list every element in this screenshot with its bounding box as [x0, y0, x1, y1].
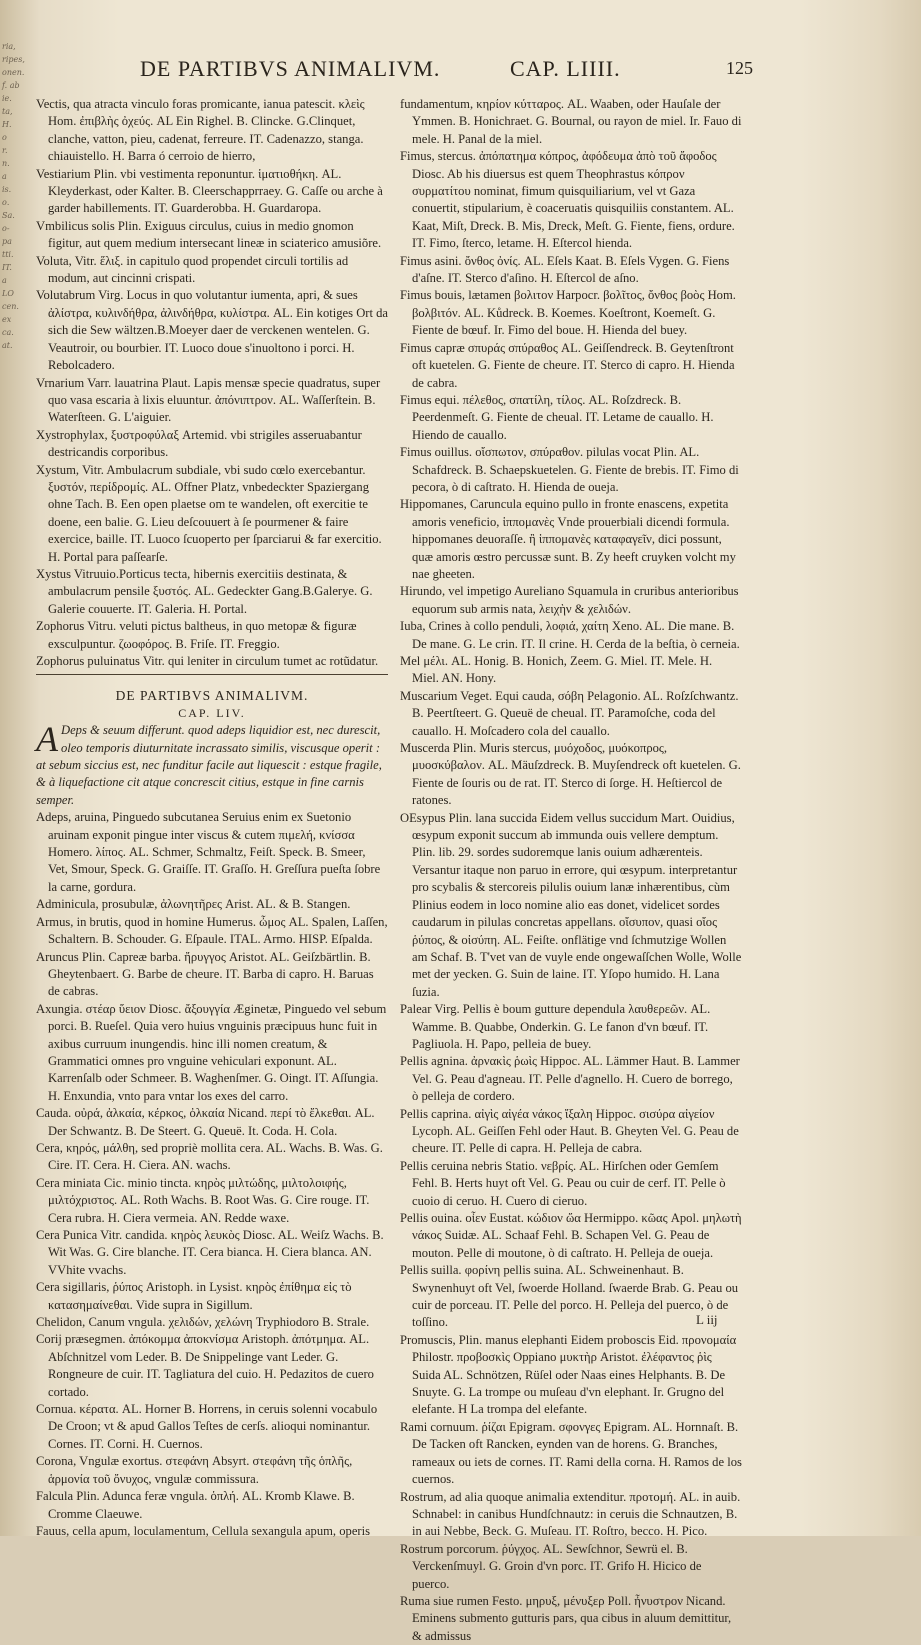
dictionary-entry: Fauus, cella apum, loculamentum, Cellula sexangula apum, operis — [36, 1523, 370, 1538]
dictionary-entry: Cera Punica Vitr. candida. κηρὸς λευκὸς Diosc. AL. Weiſz Wachs. B. Wit Was. G. Cire blanche. IT. Cera bianca. H. Ciera blanca. AN. VVhite vvachs. — [36, 1228, 384, 1277]
bleed-fragment: ie. — [2, 94, 12, 103]
bleed-fragment: LO — [2, 289, 14, 298]
bleed-fragment: n. — [2, 159, 10, 168]
dictionary-entry: Fimus ouillus. οἴσπωτον, σπύραθον. pilulas vocat Plin. AL. Schafdreck. B. Schaepskuetelen. G. Fiente de brebis. IT. Fimo di pecora, ò di caſtrato. H. Hienda de oueja. — [400, 445, 739, 494]
bleed-fragment: at. — [2, 341, 13, 350]
bleed-fragment: ripes, — [2, 55, 25, 64]
running-head — [140, 52, 760, 88]
signature-mark: L iij — [696, 1312, 718, 1327]
bleed-fragment: o — [2, 133, 7, 142]
dictionary-entry: Chelidon, Canum vngula. χελιδών, χελώνη Tryphiodoro B. Strale. — [36, 1315, 370, 1330]
dictionary-entry: Rostrum porcorum. ῥύγχος. AL. Sewſchnor, Sewrü el. B. Verckenſmuyl. G. Groin d'vn porc. IT. Grifo H. Hicico de puerco. — [400, 1541, 702, 1591]
bleed-fragment: cen. — [2, 302, 19, 311]
dictionary-entry: Pellis agnina. ἀρνακὶς ῥωὶς Hippoc. AL. Lämmer Haut. B. Lammer Vel. G. Peau d'agneau. IT. Pelle d'agnello. H. Cuero de borrego, ò pelleja de cordero. — [400, 1054, 740, 1104]
section-intro — [36, 719, 388, 809]
dictionary-entry: Zophorus Vitru. veluti pictus baltheus, in quo metopæ & figuræ exsculpuntur. ζωοφόρος. B. Friſe. IT. Freggio. — [36, 619, 357, 651]
dictionary-entry: Fimus, stercus. ἀπόπατημα κόπρος, ἀφόδευμα ἀπὸ τοῦ ἄφοδος Diosc. Ab his diuersus est quem Theophrastus κόπρον συρματίτου nominat, fimum quisquiliarium, vel vt Gaza conuertit, stipularium, è coaceruatis quisquiliis constantem. AL. Kaat, Miſt, Dreck. B. Mis, Dreck, Meſt. G. Fiente, fiens, ordure. IT. Fimo, ſterco, letame. H. Eſtercol hienda. — [400, 149, 735, 251]
dictionary-entry: Corij præsegmen. ἀπόκομμα ἀποκνίσμα Aristoph. ἀπότμημα. AL. Abſchnitzel vom Leder. B. De Snippelinge vant Leder. G. Rongneure de cuir. IT. Tagliatura del cuio. H. Pedazitos de cuero cortado. — [36, 1332, 374, 1399]
bleed-fragment: Sa. — [2, 211, 15, 220]
bleed-fragment: onen. — [2, 68, 25, 77]
dictionary-entry: Cera sigillaris, ῥύπος Aristoph. in Lysist. κηρὸς ἐπίθημα εἰς τὸ κατασημαίνεθαι. Vide supra in Sigillum. — [36, 1280, 352, 1312]
dictionary-entry: Volutabrum Virg. Locus in quo volutantur iumenta, apri, & sues ἀλίστρα, κυλινδήθρα, ἀλινδήθρα, κυλίστρα. AL. Ein kotiges Ort da sich die Sew wältzen.B.Moeyer daer de verckenen wentelen. G. Veautroir, ou bourbier. IT. Luoco doue s'inuoltono i porci. H. Rebolcadero. — [36, 288, 389, 373]
dictionary-entry: Vrnarium Varr. lauatrina Plaut. Lapis mensæ specie quadratus, super quo vasa escaria à lixis eluuntur. ἀπόνιπτρον. AL. Waſſerſtein. B. Waterſteen. G. L'aiguier. — [36, 375, 381, 425]
dictionary-entry: fundamentum, κηρίον κύτταρος. AL. Waaben, oder Hauſale der Ymmen. B. Honichraet. G. Bournal, ou rayon de miel. Ir. Fauo di mele. H. Panal de la miel. — [400, 97, 742, 146]
bleed-fragment: f. ab — [2, 81, 20, 90]
dictionary-entry: Vmbilicus solis Plin. Exiguus circulus, cuius in medio gnomon figitur, aut quem medium intersecant lineæ in sciaterico amusiõre. — [36, 218, 382, 251]
bleed-fragment: ria, — [2, 42, 16, 51]
dictionary-entry: Rami cornuum. ῥίζαι Epigram. σφονγες Epigram. AL. Hornnaſt. B. De Tacken oft Rancken, eynden van de horens. G. Branches, rameaux ou iets de cornes. IT. Rami della corna. H. Ramos de los cuernos. — [400, 1419, 742, 1487]
bleed-fragment: IT. — [2, 263, 12, 272]
dictionary-entry: Adminicula, prosubulæ, ἀλωνητῆρες Arist. AL. & B. Stangen. — [36, 897, 351, 912]
dictionary-entry: Adeps, aruina, Pinguedo subcutanea Seruius enim ex Suetonio aruinam exponit pingue inter viscus & cutem πιμελή, κνίσσα Homero. λίπος. AL. Schmer, Schmaltz, Feiſt. Speck. B. Smeer, Vet, Smour, Speck. G. Graiſſe. IT. Graſſo. H. Greſſura pueſta ſobre la carne, gordura. — [36, 810, 381, 894]
facing-page-bleed — [2, 40, 32, 1520]
bleed-fragment: r. — [2, 146, 8, 155]
dictionary-entry: Falcula Plin. Adunca feræ vngula. ὁπλή. AL. Kromb Klawe. B. Cromme Claeuwe. — [36, 1489, 355, 1521]
dictionary-entry: Cauda. οὐρά, ἀλκαία, κέρκος, ὀλκαία Nicand. περί τὸ ἔλκεθαι. AL. Der Schwantz. B. De Steert. G. Queuë. It. Coda. H. Cola. — [36, 1106, 375, 1138]
dictionary-entry: Zophorus puluinatus Vitr. qui leniter in circulum tumet ac rotũdatur. — [36, 654, 379, 668]
section-chapter: CAP. LIV. — [178, 705, 246, 720]
bleed-fragment: o- — [2, 224, 10, 233]
dictionary-entry: Iuba, Crines à collo penduli, λοφιά, χαίτη Xeno. AL. Die mane. B. De mane. G. Le crin. IT. Il crine. H. Cerda de la beſtia, ò cerneia. — [400, 619, 740, 651]
bleed-fragment: a — [2, 172, 7, 181]
dictionary-entry: Xystum, Vitr. Ambulacrum subdiale, vbi sudo cœlo exercebantur. ξυστόν, περίδρομίς. AL. Offner Platz, vnbedeckter Spaziergang ohne Tach. B. Een open plaetse om te wandelen, oft exercitie te doene, een balie. G. Lieu deſcouuert à ſe pourmener & faire exercice, baille. IT. Luoco ſcuoperto per ſparciarui & far exercitio. H. Portal para paſſearſe. — [36, 462, 382, 564]
dictionary-entry: Cera miniata Cic. minio tincta. κηρὸς μιλτώδης, μιλτολοιφής, μιλτόχριστος. AL. Roth Wachs. B. Root Was. G. Cire rouge. IT. Cera rubra. H. Ciera vermeia. AN. Redde waxe. — [36, 1175, 370, 1225]
bleed-fragment: ο. — [2, 198, 10, 207]
dictionary-entry: Mel μέλι. AL. Honig. B. Honich, Zeem. G. Miel. IT. Mele. H. Miel. AN. Hony. — [400, 654, 713, 686]
dictionary-entry: Muscerda Plin. Muris stercus, μυόχοδος, μυόκοπρος, μυοσκύβαλον. AL. Mäuſzdreck. B. Muyſendreck oft kuetelen. G. Fiente de ſouris ou de rat. IT. Sterco di ſorge. H. Heſtiercol de ratones. — [400, 741, 741, 808]
dictionary-entry: Axungia. στέαρ ὕειον Diosc. ἄξουγγία Æginetæ, Pinguedo vel sebum porci. B. Rueſel. Quia vero huius vnguinis præcipuus hunc fuit in axibus curruum inungendis. hinc illi nomen creatum, & Grammatici omnes pro vnguine vehiculari exponunt. AL. Karrenſalb oder Schmeer. B. Waghenſmer. G. Oingt. IT. Aſſungia. H. Enxundia, vnto para vntar los exes del carro. — [36, 1001, 387, 1103]
intro-text: Deps & seuum differunt. quod adeps liquidior est, nec durescit, oleo temporis diuturnitate incrassato similis, viscusque operit : at sebum siccius est, nec funditur facile aut liquescit : estque fragile, & à liquefactione cit atque concrescit citius, estque in fine carnis semper. — [36, 723, 382, 807]
dictionary-entry: Palear Virg. Pellis è boum gutture dependula λαυθερεῶν. AL. Wamme. B. Quabbe, Onderkin. G. Le fanon d'vn bœuf. IT. Pagliuola. H. Papo, pelleia de buey. — [400, 1002, 711, 1051]
dictionary-entry: Armus, in brutis, quod in homine Humerus. ὦμος AL. Spalen, Laſſen, Schaltern. B. Schouder. G. Eſpaule. ITAL. Armo. HISP. Eſpalda. — [36, 914, 388, 947]
bleed-fragment: is. — [2, 185, 12, 194]
bleed-fragment: tti. — [2, 250, 14, 259]
dictionary-entry: Ruma siue rumen Festo. μηρυξ, μένυξερ Poll. ἦνυστρον Nicand. Eminens submento gutturis pars, qua cibus in aluum demittitur, & admissus — [400, 1593, 732, 1643]
dictionary-entry: Muscarium Veget. Equi cauda, σόβη Pelagonio. AL. Roſzſchwantz. B. Peertſteert. G. Queuë de cheual. IT. Paramoſche, coda del cauallo. H. Moſcadero cola del cauallo. — [400, 688, 739, 738]
dictionary-entry: Pellis ceruina nebris Statio. νεβρίς. AL. Hirſchen oder Gemſem Fehl. B. Herts huyt oft Vel. G. Peau ou cuir de cerf. IT. Pelle ò cuoio di ceruo. H. Cuero di cieruo. — [400, 1158, 726, 1208]
section-title: DE PARTIBVS ANIMALIVM. — [115, 688, 309, 704]
dictionary-entry: Fimus equi. πέλεθος, σπατίλη, τίλος. AL. Roſzdreck. B. Peerdenmeſt. G. Fiente de cheual. IT. Letame de cauallo. H. Hiendo de cauallo. — [400, 392, 714, 442]
bleed-fragment: pa — [2, 237, 12, 246]
drop-cap: A — [36, 719, 58, 760]
dictionary-entry: Cera, κηρός, μάλθη, sed propriè mollita cera. AL. Wachs. B. Was. G. Cire. IT. Cera. H. Ciera. AN. wachs. — [36, 1140, 383, 1173]
dictionary-entry: Hippomanes, Caruncula equino pullo in fronte enascens, expetita amoris veneficio, ἱππομανὲς Vnde prouerbiali dicendi formula. hippomanes deuoraſſe. ἢ ἱππομανὲς καταφαγεῖν, dici possunt, quæ amoris œstro percussæ sunt. B. Zy heeft cruyken volcht my nae gheeten. — [400, 497, 736, 581]
dictionary-entry: Cornua. κέρατα. AL. Horner B. Horrens, in ceruis solenni vocabulo De Croon; vt & apud Gallos Teſtes de cerſs. alioqui nominantur. Cornes. IT. Corni. H. Cuernos. — [36, 1402, 378, 1451]
bleed-fragment: H. — [2, 120, 12, 129]
dictionary-entry: Vestiarium Plin. vbi vestimenta reponuntur. ἱματιοθήκη. AL. Kleyderkast, oder Kalter. B. Cleerschapprraey. G. Caſſe ou arche à garder habillements. IT. Guarderobba. H. Guardaropa. — [36, 166, 383, 216]
chapter-number: CAP. LIIII. — [510, 56, 621, 81]
dictionary-entry: Pellis ouina. οἶεν Eustat. κώδιον ὤα Hermippo. κῶας Apol. μηλωτὴ νάκος Suidæ. AL. Schaaf Fehl. B. Schapen Vel. G. Peau de mouton. Pelle di moutone, ò di caſtrato. H. Pelleja de oueja. — [400, 1211, 742, 1260]
dictionary-entry: Xystus Vitruuio.Porticus tecta, hibernis exercitiis destinata, & ambulacrum pensile ξυστός. AL. Gedeckter Gang.B.Galerye. G. Galerie couuerte. IT. Galeria. H. Portal. — [36, 566, 373, 616]
section-rule — [36, 674, 388, 675]
dictionary-entry: Aruncus Plin. Capreæ barba. ἤρυγγος Aristot. AL. Geiſzbärtlin. B. Gheytenbaert. G. Barbe de cheure. IT. Barba di capro. H. Baruas de cabras. — [36, 949, 374, 999]
dictionary-entry: Rostrum, ad alia quoque animalia extenditur. προτομή. AL. in auib. Schnabel: in canibus Hundſchnautz: in ceruis die Schnautzen, B. in aui Nebbe, Beck. G. Muſeau. IT. Roſtro, becco. H. Pico. — [400, 1489, 741, 1539]
dictionary-entry: Voluta, Vitr. ἕλιξ. in capitulo quod propendet circuli tortilis ad modum, aut cincinni crispati. — [36, 253, 349, 286]
dictionary-entry: Corona, Vngulæ exortus. στεφάνη Absyrt. στεφάνη τῆς ὁπλῆς, ἁρμονία τοῦ ὄνυχος, vngulæ commissura. — [36, 1454, 353, 1486]
dictionary-entry: Vectis, qua atracta vinculo foras promicante, ianua patescit. κλεὶς Hom. ἐπιβλὴς ὀχεύς. AL Ein Righel. B. Clincke. G.Clinquet, clanche, vatton, pieu, cadenat, ferreure. IT. Cadenazzo, stanga. chiauistello. H. Barra ó cerroio de hierro, — [36, 97, 365, 164]
left-column — [36, 96, 389, 1538]
page-number: 125 — [726, 58, 753, 78]
dictionary-entry: OEsypus Plin. lana succida Eidem vellus succidum Mart. Ouidius, œsypum exponit succum ab immunda ouis vellere demptum. Plin. lib. 29. sordes sudoremque lanis ouium adhærenteis. Versantur itaque non paruo in errore, qui œsypum. interpretantur pro scybalis & stercoreis pilulis ouium lanæ inhærentibus, cùm Plinius eodem in loco nomine alio eas donet, videlicet sordes caudarum in pilulas concretas appellans. οἴσυπον, quasi οἴος ῥύπος, & οἰσύπη. AL. Feiſte. onflätige vnd ſchmutzige Wollen am Schaf. B. T'vet van de vuyle ende ongewaſſchen Wolle, Wolle met der yecken. G. Suin de laine. IT. Yſopo humido. H. Lana ſuzia. — [400, 810, 742, 999]
dictionary-entry: Pellis suilla. φορίνη pellis suina. AL. Schweinenhaut. B. Swynenhuyt oft Vel, ſwoerde Holland. ſwaerde Brab. G. Peau ou cuir de porceau. IT. Pelle del porco. H. Pelleja del puerco, ò de toſſino. — [400, 1263, 739, 1330]
dictionary-entry: Fimus asini. ὄνθος ὀνίς. AL. Eſels Kaat. B. Eſels Vygen. G. Fiens d'aſne. IT. Sterco d'aſino. H. Eſtercol de aſno. — [400, 253, 730, 286]
running-title: DE PARTIBVS ANIMALIVM. — [140, 56, 441, 81]
bleed-fragment: ca. — [2, 328, 14, 337]
dictionary-entry: Pellis caprina. αἰγὶς αἰγέα νάκος ἴξαλη Hippoc. σισύρα αἰγείον Lycoph. AL. Geiſſen Fehl oder Haut. B. Gheyten Vel. G. Peau de cheure. IT. Pelle di capra. H. Pelleja de cabra. — [400, 1106, 739, 1156]
dictionary-entry: Fimus bouis, lætamen βολιτον Harpocr. βολῖτος, ὄνθος βοὸς Hom. βολβιτόν. AL. Kůdreck. B. Koemes. Koeſtront, Koemeſt. G. Fiente de bœuf. Ir. Fimo del boue. H. Hienda del buey. — [400, 288, 736, 338]
bleed-fragment: ta, — [2, 107, 13, 116]
dictionary-entry: Promuscis, Plin. manus elephanti Eidem proboscis Eid. προνομαία Philostr. προβοσκὶς Oppiano μυκτὴρ Aristot. ἐλέφαντος ῥὶς Suida AL. Schnötzen, Rüſel oder Naas eines Helphants. B. De Snuyte. G. La trompe ou muſeau d'vn elephant. Ir. Grugno del elefante. H La trompa del elefante. — [400, 1332, 737, 1417]
bleed-fragment: ex — [2, 315, 12, 324]
dictionary-entry: Fimus capræ σπυράς σπύραθος AL. Geiſſendreck. B. Geytenſtront oft kuetelen. G. Fiente de cheure. IT. Sterco di capro. H. Hienda de cabra. — [400, 340, 735, 390]
dictionary-entry: Hirundo, vel impetigo Aureliano Squamula in cruribus anterioribus equorum sub armis nata, λειχὴν & χελιδών. — [400, 584, 739, 616]
bleed-fragment: a — [2, 276, 7, 285]
dictionary-entry: Xystrophylax, ξυστροφύλαξ Artemid. vbi strigiles asseruabantur destricandis corporibus. — [36, 427, 362, 460]
